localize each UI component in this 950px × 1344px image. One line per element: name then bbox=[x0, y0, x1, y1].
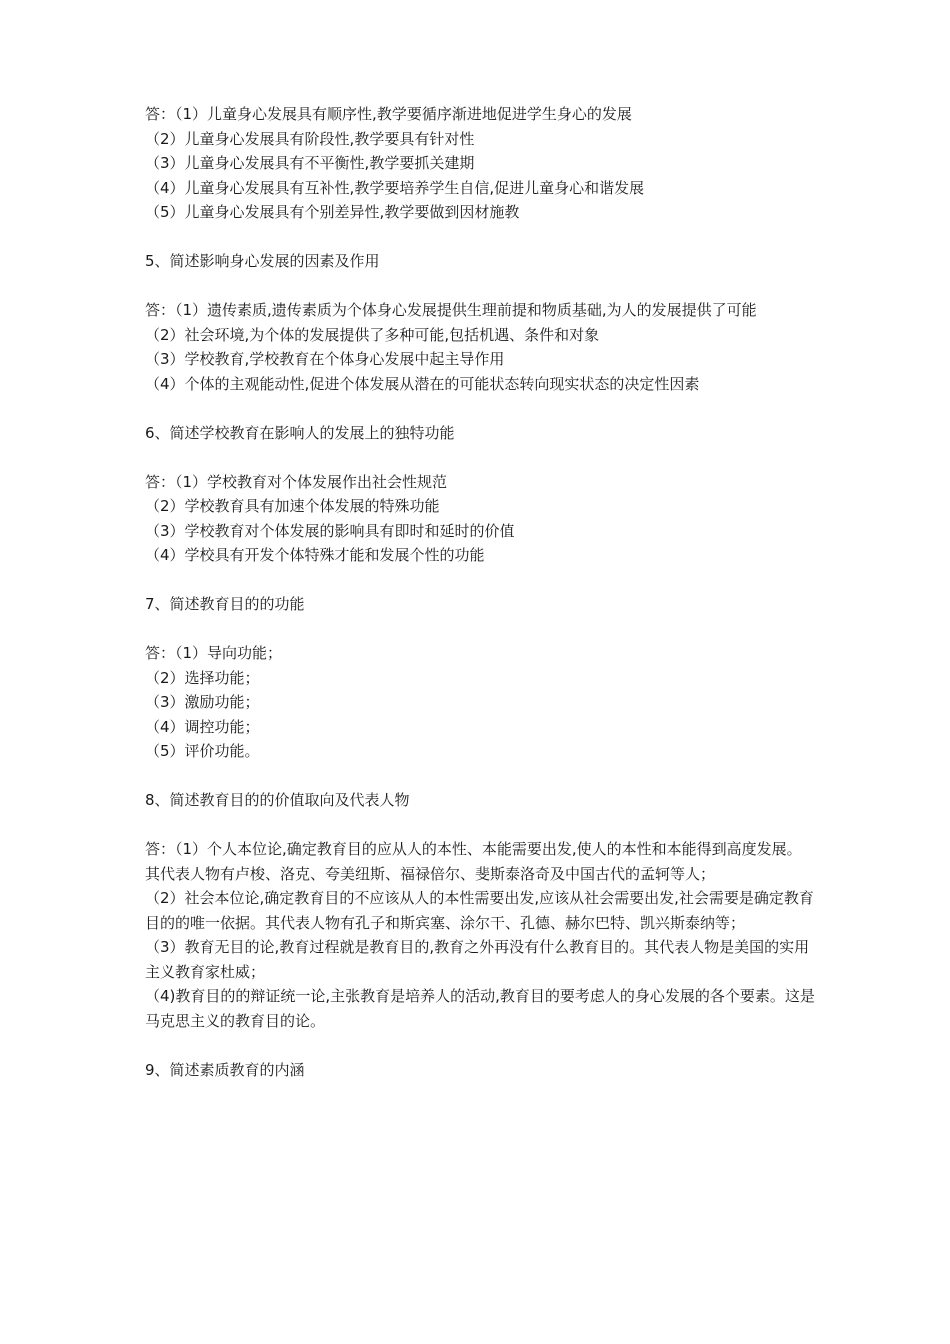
question-heading: 9、简述素质教育的内涵 bbox=[145, 1060, 305, 1079]
answer-line: （5）评价功能。 bbox=[145, 742, 260, 760]
answer-line: （3）学校教育,学校教育在个体身心发展中起主导作用 bbox=[145, 350, 505, 368]
answer-line: （3）儿童身心发展具有不平衡性,教学要抓关建期 bbox=[145, 154, 475, 172]
answer-line: （4)教育目的的辩证统一论,主张教育是培养人的活动,教育目的要考虑人的身心发展的各个要素。这是马克思主义的教育目的论。 bbox=[145, 987, 815, 1030]
question-heading: 7、简述教育目的的功能 bbox=[145, 595, 305, 613]
paragraph-gap bbox=[145, 813, 815, 838]
answer-block bbox=[145, 641, 815, 764]
answer-line: 答：（1）个人本位论,确定教育目的应从人的本性、本能需要出发,使人的本性和本能得到高度发展。 其代表人物有卢梭、洛克、夸美纽斯、福禄倍尔、斐斯泰洛奇及中国古代的孟轲等人； bbox=[145, 840, 802, 883]
answer-block bbox=[145, 102, 815, 225]
answer-line: （2）学校教育具有加速个体发展的特殊功能 bbox=[145, 497, 440, 515]
paragraph-gap bbox=[145, 396, 815, 421]
answer-line: （4）个体的主观能动性,促进个体发展从潜在的可能状态转向现实状态的决定性因素 bbox=[145, 374, 700, 393]
question-heading: 5、简述影响身心发展的因素及作用 bbox=[145, 252, 380, 270]
answer-line: （3）激励功能； bbox=[145, 693, 260, 711]
paragraph-gap bbox=[145, 617, 815, 642]
answer-line: （2）社会本位论,确定教育目的不应该从人的本性需要出发,应该从社会需要出发,社会需要是确定教育目的的唯一依据。其代表人物有孔子和斯宾塞、涂尔干、孔德、赫尔巴特、凯兴斯泰纳等； bbox=[145, 889, 814, 932]
document-page bbox=[145, 102, 815, 1082]
answer-line: （5）儿童身心发展具有个别差异性,教学要做到因材施教 bbox=[145, 203, 520, 221]
answer-line: 答：（1）遗传素质,遗传素质为个体身心发展提供生理前提和物质基础,为人的发展提供了可能 bbox=[145, 301, 757, 319]
question-heading: 8、简述教育目的的价值取向及代表人物 bbox=[145, 791, 410, 809]
question-heading: 6、简述学校教育在影响人的发展上的独特功能 bbox=[145, 423, 455, 442]
paragraph-gap bbox=[145, 1033, 815, 1058]
paragraph-gap bbox=[145, 274, 815, 299]
answer-line: 答：（1）学校教育对个体发展作出社会性规范 bbox=[145, 472, 448, 491]
answer-line: （4）学校具有开发个体特殊才能和发展个性的功能 bbox=[145, 546, 485, 564]
answer-line: （3）教育无目的论,教育过程就是教育目的,教育之外再没有什么教育目的。其代表人物是美国的实用主义教育家杜威； bbox=[145, 938, 810, 981]
paragraph-gap bbox=[145, 225, 815, 250]
answer-line: （4）调控功能； bbox=[145, 717, 260, 736]
answer-block bbox=[145, 470, 815, 568]
answer-block bbox=[145, 298, 815, 396]
answer-line: （2）社会环境,为个体的发展提供了多种可能,包括机遇、条件和对象 bbox=[145, 325, 600, 344]
answer-line: （2）选择功能； bbox=[145, 668, 260, 687]
answer-line: 答：（1）导向功能； bbox=[145, 644, 283, 662]
answer-block bbox=[145, 837, 815, 1033]
answer-line: 答：（1）儿童身心发展具有顺序性,教学要循序渐进地促进学生身心的发展 bbox=[145, 105, 632, 123]
paragraph-gap bbox=[145, 764, 815, 789]
answer-line: （2）儿童身心发展具有阶段性,教学要具有针对性 bbox=[145, 129, 475, 148]
answer-line: （4）儿童身心发展具有互补性,教学要培养学生自信,促进儿童身心和谐发展 bbox=[145, 178, 645, 197]
paragraph-gap bbox=[145, 445, 815, 470]
paragraph-gap bbox=[145, 568, 815, 593]
answer-line: （3）学校教育对个体发展的影响具有即时和延时的价值 bbox=[145, 521, 515, 540]
